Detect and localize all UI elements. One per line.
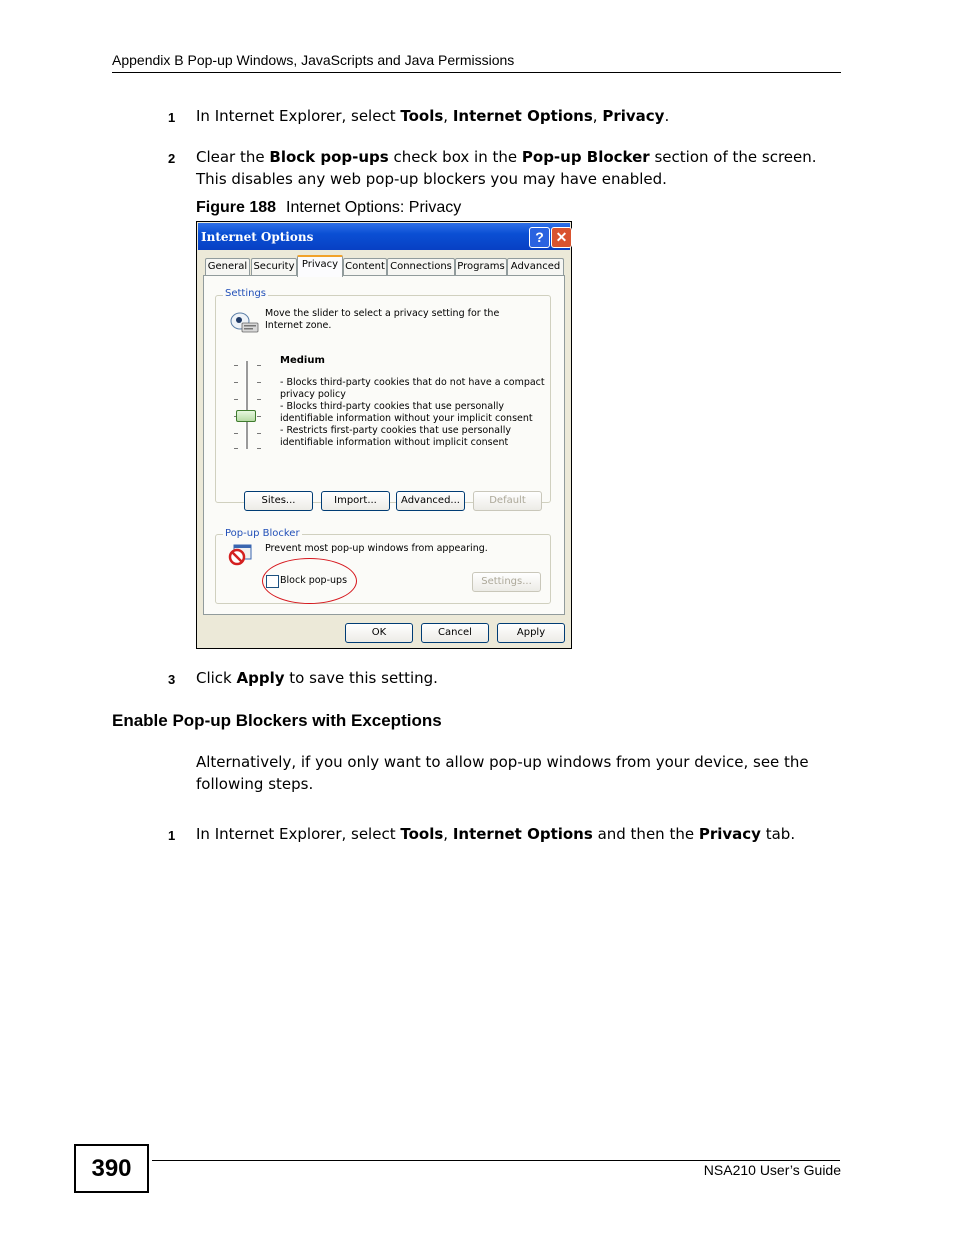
slider-tick: [257, 399, 261, 400]
default-button[interactable]: Default: [473, 491, 542, 511]
slider-tick: [257, 382, 261, 383]
step-number: 1: [168, 110, 176, 125]
step-text: [196, 823, 846, 845]
popup-settings-button[interactable]: Settings...: [472, 572, 541, 592]
step-number: 3: [168, 672, 176, 687]
text-run: .: [664, 107, 670, 125]
text-run: tab.: [760, 825, 796, 843]
text-run: and then the: [592, 825, 699, 843]
slider-tick: [257, 416, 261, 417]
slider-tick: [257, 365, 261, 366]
text-run: Clear the: [196, 148, 270, 166]
tab-security[interactable]: Security: [251, 258, 297, 275]
tab-privacy[interactable]: Privacy: [297, 255, 343, 277]
step-text: [196, 667, 846, 689]
text-run: ,: [443, 825, 453, 843]
figure-title: Internet Options: Privacy: [286, 199, 462, 216]
bold-term: Privacy: [602, 107, 665, 125]
text-run: In Internet Explorer, select: [196, 107, 401, 125]
step-text: [196, 146, 842, 190]
dialog-title: Internet Options: [201, 230, 314, 244]
text-run: ,: [592, 107, 603, 125]
bold-term: Block pop-ups: [269, 148, 389, 166]
bold-term: Tools: [400, 825, 444, 843]
text-run: check box in the: [388, 148, 522, 166]
block-popups-label: Block pop-ups: [280, 575, 348, 586]
section-paragraph: Alternatively, if you only want to allow pop-up windows from your device, see the following steps.: [196, 753, 809, 793]
popup-blocker-icon: [228, 544, 252, 566]
text-run: In Internet Explorer, select: [196, 825, 401, 843]
privacy-level: Medium: [280, 355, 325, 366]
privacy-panel: [203, 275, 565, 615]
sites-button[interactable]: Sites...: [244, 491, 313, 511]
slider-tick: [234, 382, 238, 383]
bold-term: Privacy: [698, 825, 761, 843]
slider-tick: [234, 448, 238, 449]
bold-term: Pop-up Blocker: [521, 148, 650, 166]
bold-term: Apply: [236, 669, 285, 687]
tab-general[interactable]: General: [205, 258, 250, 275]
text-run: to save this setting.: [284, 669, 438, 687]
slider-tick: [257, 448, 261, 449]
step-number: 2: [168, 151, 176, 166]
cancel-button[interactable]: Cancel: [421, 623, 489, 643]
slider-tick: [234, 399, 238, 400]
privacy-slider-thumb[interactable]: [236, 410, 256, 422]
privacy-slider-track[interactable]: [245, 361, 248, 449]
running-header: Appendix B Pop-up Windows, JavaScripts and Java Permissions: [112, 52, 515, 68]
tab-connections[interactable]: Connections: [387, 258, 455, 275]
popup-blocker-text: Prevent most pop-up windows from appearing.: [265, 543, 488, 554]
internet-options-dialog: [196, 221, 572, 649]
close-button[interactable]: ✕: [551, 227, 572, 248]
text-run: ,: [443, 107, 453, 125]
page-number: 390: [74, 1144, 149, 1193]
settings-group-label: Settings: [225, 288, 267, 299]
apply-button[interactable]: Apply: [497, 623, 565, 643]
tab-programs[interactable]: Programs: [455, 258, 507, 275]
section-heading: Enable Pop-up Blockers with Exceptions: [112, 711, 442, 730]
footer-rule: [152, 1160, 840, 1161]
slider-instruction: Move the slider to select a privacy setting for the Internet zone.: [265, 308, 500, 331]
bold-term: Internet Options: [452, 107, 593, 125]
ok-button[interactable]: OK: [345, 623, 413, 643]
slider-tick: [257, 433, 261, 434]
guide-name: NSA210 User’s Guide: [703, 1162, 841, 1178]
description-line: - Blocks third-party cookies that do not have a compact privacy policy: [280, 377, 545, 400]
highlight-ellipse: [262, 558, 357, 604]
step-number: 1: [168, 828, 176, 843]
advanced-button[interactable]: Advanced...: [396, 491, 465, 511]
help-button[interactable]: ?: [529, 227, 550, 248]
header-rule: [112, 72, 841, 73]
figure-label: Figure 188: [196, 199, 277, 216]
slider-tick: [234, 365, 238, 366]
privacy-description: [280, 377, 546, 449]
tab-content[interactable]: Content: [343, 258, 387, 275]
step-text: [196, 105, 846, 127]
description-line: - Restricts first-party cookies that use personally identifiable information without implicit consent: [280, 425, 511, 448]
privacy-eye-icon: [230, 309, 260, 335]
import-button[interactable]: Import...: [321, 491, 390, 511]
tab-advanced[interactable]: Advanced: [507, 258, 564, 275]
dialog-titlebar: [198, 223, 570, 250]
description-line: - Blocks third-party cookies that use personally identifiable information without your implicit consent: [280, 401, 533, 424]
popup-blocker-label: Pop-up Blocker: [225, 528, 300, 539]
text-run: section of the screen. This disables any web pop-up blockers you may have enabled.: [196, 148, 817, 188]
text-run: Click: [196, 669, 237, 687]
figure-caption: [196, 199, 461, 217]
slider-tick: [234, 433, 238, 434]
bold-term: Internet Options: [452, 825, 593, 843]
bold-term: Tools: [400, 107, 444, 125]
